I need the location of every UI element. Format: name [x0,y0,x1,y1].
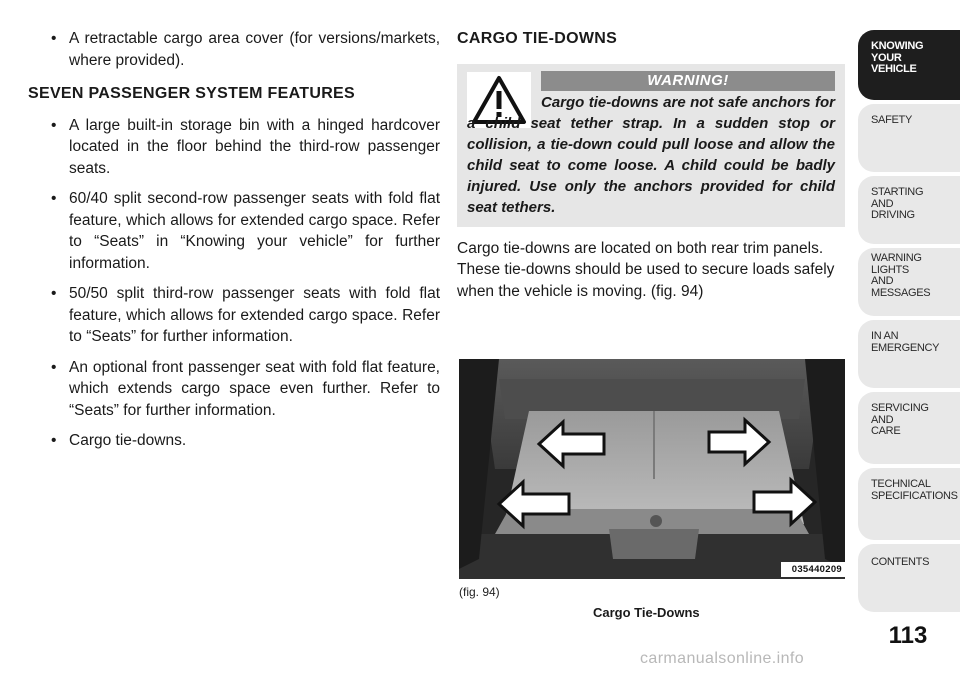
list-item: • An optional front passenger seat with fold flat feature, which extends cargo space even further. Refer to “Seats” for further information. [28,357,440,422]
right-column [457,28,845,302]
tab-label: SERVICING AND CARE [871,402,929,437]
left-column [28,28,440,461]
tab-in-an-emergency[interactable] [858,320,960,388]
warning-box [457,64,845,227]
tab-technical-specifications[interactable] [858,468,960,540]
tab-label: WARNING LIGHTS AND MESSAGES [871,252,931,299]
watermark-text: carmanualsonline.info [640,650,805,667]
tab-warning-lights[interactable] [858,248,960,316]
tab-label: STARTING AND DRIVING [871,186,924,221]
list-item: • A large built-in storage bin with a hinged hardcover located in the floor behind the third-row passenger seats. [28,115,440,180]
page-number: 113 [888,622,928,649]
cargo-area-photo [459,359,845,579]
warning-title: WARNING! [541,71,835,91]
list-item: • 50/50 split third-row passenger seats with fold flat feature, which allows for extended cargo space. Refer to “Seats” for further information. [28,283,440,348]
figure-caption: Cargo Tie-Downs [593,605,700,620]
tab-label: SAFETY [871,114,912,126]
warning-text: Cargo tie-downs are not safe anchors for a child seat tether strap. In a sudden stop or collision, a tie-down could pull loose and allow the child seat to come loose. A child could be badly injured. Use only the anchors provided for child seat tethers. [467,93,835,216]
tab-starting-and-driving[interactable] [858,176,960,244]
body-paragraph: Cargo tie-downs are located on both rear trim panels. These tie-downs should be used to secure loads safely when the vehicle is moving. (fig. 94) [457,239,835,300]
list-item: • A retractable cargo area cover (for versions/markets, where provided). [28,28,440,71]
tab-knowing-your-vehicle[interactable] [858,30,960,100]
tab-label: CONTENTS [871,556,930,568]
tab-label: TECHNICAL SPECIFICATIONS [871,478,958,502]
tab-label: KNOWING YOUR VEHICLE [871,40,924,75]
tab-contents[interactable] [858,544,960,612]
tab-label: IN AN EMERGENCY [871,330,940,354]
tab-servicing-and-care[interactable] [858,392,960,464]
figure-label: (fig. 94) [459,585,500,599]
chapter-sidebar [858,30,960,616]
list-item: • Cargo tie-downs. [28,430,440,452]
list-item: • 60/40 split second-row passenger seats with fold flat feature, which allows for extended cargo space. Refer to “Seats” in “Knowing your vehicle” for further information. [28,188,440,274]
section-heading: SEVEN PASSENGER SYSTEM FEATURES [28,85,355,102]
figure-code: 035440209 [791,564,842,575]
tab-safety[interactable] [858,104,960,172]
section-heading: CARGO TIE-DOWNS [457,30,618,47]
